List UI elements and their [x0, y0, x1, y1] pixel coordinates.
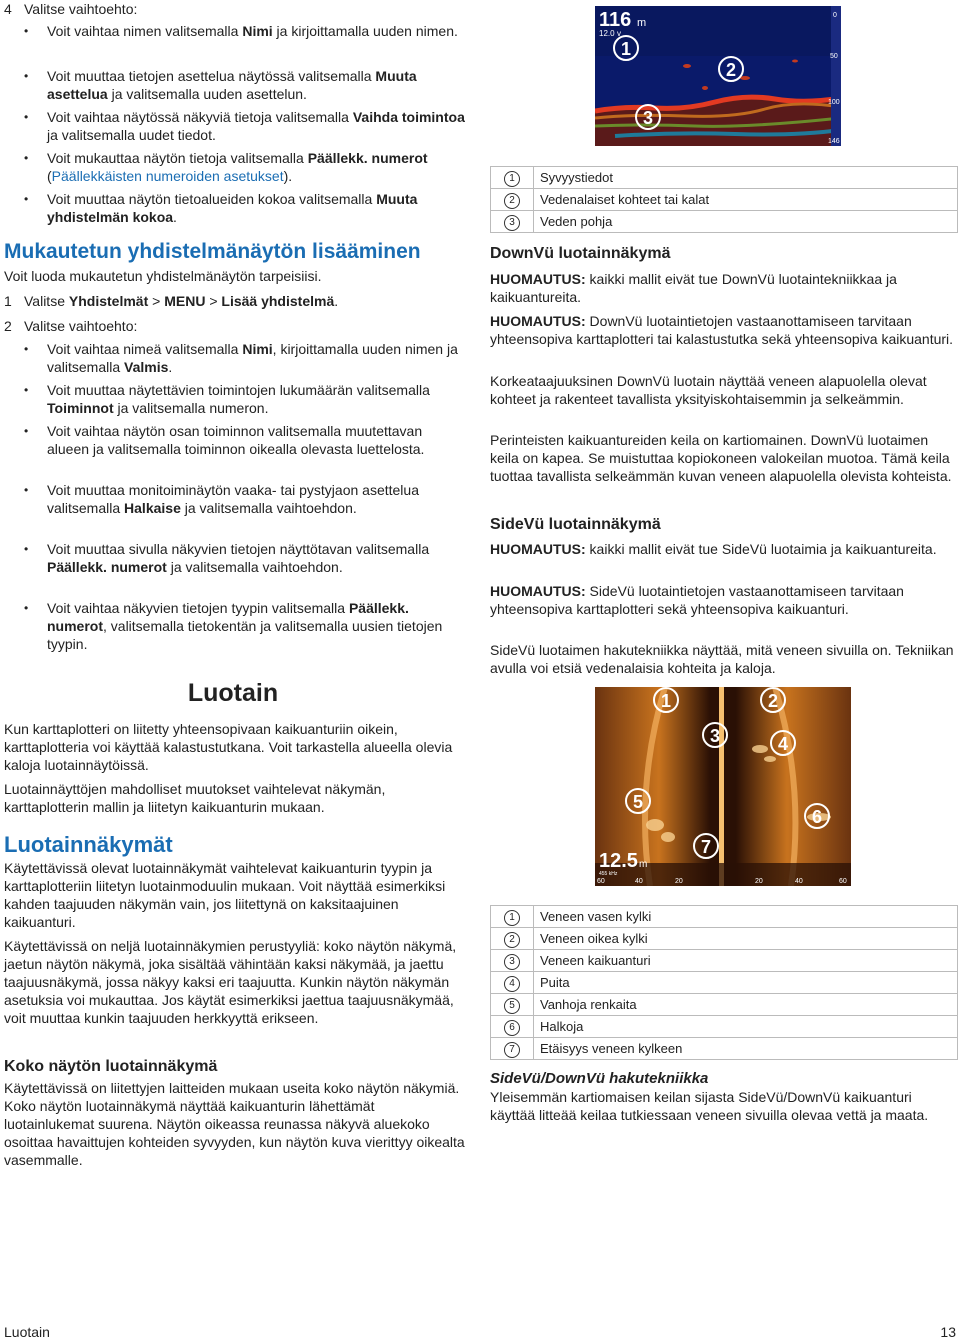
- list-item: • Voit muuttaa näytön tietoalueiden kokoa valitsemalla Muuta yhdistelmän kokoa.: [0, 190, 466, 227]
- step-text: Valitse vaihtoehto:: [24, 1, 138, 17]
- svg-text:1: 1: [620, 39, 632, 59]
- svg-text:2: 2: [767, 691, 779, 711]
- sidevu-scale-label: 20: [675, 878, 683, 885]
- full-paragraph: Käytettävissä on liitettyjen laitteiden mukaan useita koko näytön näkymiä. Koko näytön luotainnäkymä näyttää kaikuanturin lähettämät luotainlukemat suurena. Näytön oikeassa reunassa näkyvä aluekoko osoittaa havaittujen kohteiden syvyyden, kun näytön kuva vierittyy oikealta vasemmalle.: [4, 1080, 465, 1168]
- table-row: 1 Veneen vasen kylki: [491, 906, 958, 928]
- sidevu-paragraph: SideVü luotaimen hakutekniikka näyttää, mitä veneen sivuilla on. Tekniikan avulla voi etsiä vedenalaisia kohteita ja kaloja.: [490, 642, 954, 676]
- section-heading-views: Luotainnäkymät: [4, 832, 173, 857]
- downvu-paragraph-1: Korkeataajuuksinen DownVü luotain näyttää veneen alapuolella olevat kohteet ja rakenteet tavallista yksityiskohtaisemmin ja selkeämmin.: [490, 373, 927, 407]
- svg-text:6: 6: [811, 807, 823, 827]
- step-1: 1 Valitse Yhdistelmät > MENU > Lisää yhdistelmä.: [4, 293, 339, 309]
- sonar-fullscreen-image: [595, 6, 841, 146]
- svg-text:4: 4: [777, 734, 789, 754]
- table-row: 3 Veden pohja: [491, 211, 958, 233]
- sidevu-scale-label: 40: [635, 878, 643, 885]
- footer-page-number: 13: [940, 1324, 956, 1340]
- section-heading-downvu: DownVü luotainnäkymä: [490, 245, 671, 262]
- sonar-scale-label: 50: [830, 53, 838, 60]
- sonar-scale-label: 0: [833, 12, 837, 19]
- sonar-sub-value: 12.0: [599, 29, 615, 38]
- sidevu-note-1: HUOMAUTUS: kaikki mallit eivät tue SideVü luotaimia ja kaikuantureita.: [490, 541, 937, 557]
- section-heading-custom: Mukautetun yhdistelmänäytön lisääminen: [4, 240, 421, 263]
- sonar-sub-unit: v: [617, 29, 621, 38]
- tech-paragraph: Yleisemmän kartiomaisen keilan sijasta SideVü/DownVü kaikuanturi käyttää litteää keilaa tutkiessaan veneen sivuilla olevaa vettä ja maata.: [490, 1089, 929, 1123]
- downvu-paragraph-2: Perinteisten kaikuantureiden keila on kartiomainen. DownVü luotaimen keila on kapea. Se muistuttaa kopiokoneen valokeilan muotoa. Tämä keila tuottaa tavallista selkeämmän kuvan veneen alapuolella olevista kohteista.: [490, 432, 952, 484]
- custom-intro: Voit luoda mukautetun yhdistelmänäytön tarpeisiisi.: [4, 268, 322, 284]
- sidevu-depth-unit: m: [639, 859, 648, 870]
- legend-table-sidevu: [490, 905, 958, 1060]
- svg-text:5: 5: [632, 792, 644, 812]
- sidevu-scale-label: 60: [597, 878, 605, 885]
- list-item: • Voit vaihtaa näytön osan toiminnon valitsemalla muutettavan alueen ja valitsemalla toiminnon oikealla olevasta luettelosta.: [0, 422, 466, 477]
- sidevu-scale-label: 60: [839, 878, 847, 885]
- sidevu-scale-label: 40: [795, 878, 803, 885]
- options-list-1: [0, 22, 466, 227]
- sonar-depth-value: 116: [599, 9, 632, 31]
- svg-text:3: 3: [709, 726, 721, 746]
- table-row: 3 Veneen kaikuanturi: [491, 950, 958, 972]
- list-item: • Voit vaihtaa näytössä näkyviä tietoja valitsemalla Vaihda toimintoa ja valitsemalla uudet tiedot.: [0, 108, 466, 145]
- chapter-paragraph-1: Kun karttaplotteri on liitetty yhteensopivaan kaikuanturiin oikein, karttaplotteria voi käyttää kalastustutkana. Voit tarkastella alueella olevia kaloja luotainnäytöissä.: [4, 721, 453, 773]
- table-row: 6 Halkoja: [491, 1016, 958, 1038]
- sonar-depth-unit: m: [637, 17, 647, 29]
- chapter-paragraph-2: Luotainnäyttöjen mahdolliset muutokset vaihtelevat näkymän, karttaplotterin mallin ja liitetyn kaikuanturin mukaan.: [4, 781, 386, 815]
- list-item: • Voit muuttaa näytettävien toimintojen lukumäärän valitsemalla Toiminnot ja valitsemalla numeron.: [0, 381, 466, 418]
- step-2: 2 Valitse vaihtoehto:: [4, 318, 138, 334]
- table-row: 5 Vanhoja renkaita: [491, 994, 958, 1016]
- legend-table-fullscreen: [490, 166, 958, 233]
- svg-text:2: 2: [725, 60, 737, 80]
- downvu-note-1: HUOMAUTUS: kaikki mallit eivät tue DownVü luotaintekniikkaa ja kaikuantureita.: [490, 271, 897, 305]
- list-item: • Voit muuttaa tietojen asettelua näytössä valitsemalla Muuta asettelua ja valitsemalla uuden asettelun.: [0, 67, 466, 104]
- list-item: • Voit vaihtaa näkyvien tietojen tyypin valitsemalla Päällekk. numerot, valitsemalla tietokentän ja valitsemalla uusien tietojen tyypin.: [0, 599, 466, 654]
- section-heading-sidevu: SideVü luotainnäkymä: [490, 516, 661, 533]
- list-item: • Voit vaihtaa nimen valitsemalla Nimi ja kirjoittamalla uuden nimen.: [0, 22, 466, 63]
- sidevu-depth-value: 12.5: [599, 850, 638, 872]
- section-heading-full: Koko näytön luotainnäkymä: [4, 1058, 218, 1075]
- link-overlay-settings[interactable]: Päällekkäisten numeroiden asetukset: [51, 168, 284, 184]
- table-row: 7 Etäisyys veneen kylkeen: [491, 1038, 958, 1060]
- step-4: [4, 0, 137, 18]
- table-row: 1 Syvyystiedot: [491, 167, 958, 189]
- step-number: 4: [4, 1, 12, 17]
- svg-text:3: 3: [642, 108, 654, 128]
- list-item: • Voit mukauttaa näytön tietoja valitsemalla Päällekk. numerot (Päällekkäisten numeroiden asetukset).: [0, 149, 466, 186]
- chapter-title: Luotain: [187, 679, 279, 707]
- sidevu-frequency: 455 kHz: [599, 871, 618, 877]
- views-paragraph-1: Käytettävissä olevat luotainnäkymät vaihtelevat kaikuanturin tyypin ja karttaplotteriin liitetyn luotainmoduulin mukaan. Voit näyttää esimerkiksi kahden taajuuden näkymän vain, jos liitettynä on kaksitaajuinen kaikuanturi.: [4, 860, 446, 930]
- list-item: • Voit muuttaa monitoiminäytön vaaka- tai pystyjaon asettelua valitsemalla Halkaise ja valitsemalla vaihtoehdon.: [0, 481, 466, 536]
- options-list-2: [0, 340, 466, 654]
- section-heading-tech: SideVü/DownVü hakutekniikka: [490, 1070, 709, 1087]
- footer-section: Luotain: [4, 1324, 50, 1340]
- table-row: 4 Puita: [491, 972, 958, 994]
- table-row: 2 Veneen oikea kylki: [491, 928, 958, 950]
- sidevu-scale-label: 20: [755, 878, 763, 885]
- views-paragraph-2: Käytettävissä on neljä luotainnäkymien perustyyliä: koko näytön näkymä, jaetun näytön näkymä, joka sisältää vähintään kaksi näkymää, ja jaettu taajuusnäkymä, jossa näkyy kaksi eri taajuutta. Kunkin näytön näkymän asetuksia voi mukauttaa. Jos käytät esimerkiksi jaettua taajuusnäkymää, voit muuttaa kunkin taajuuden herkkyyttä erikseen.: [4, 938, 457, 1026]
- list-item: • Voit vaihtaa nimeä valitsemalla Nimi, kirjoittamalla uuden nimen ja valitsemalla Valmis.: [0, 340, 466, 377]
- downvu-note-2: HUOMAUTUS: DownVü luotaintietojen vastaanottamiseen tarvitaan yhteensopiva karttaplotteri tai kalastustutka sekä yhteensopiva kaikuanturi.: [490, 313, 954, 347]
- svg-text:1: 1: [660, 691, 672, 711]
- sonar-sidevu-image: [595, 687, 851, 886]
- table-row: 2 Vedenalaiset kohteet tai kalat: [491, 189, 958, 211]
- sidevu-note-2: HUOMAUTUS: SideVü luotaintietojen vastaanottamiseen tarvitaan yhteensopiva karttaplotteri sekä yhteensopiva kaikuanturi.: [490, 583, 904, 617]
- sonar-scale-label: 100: [828, 99, 840, 106]
- list-item: • Voit muuttaa sivulla näkyvien tietojen näyttötavan valitsemalla Päällekk. numerot ja valitsemalla vaihtoehdon.: [0, 540, 466, 595]
- svg-text:7: 7: [700, 837, 712, 857]
- sonar-scale-label: 146: [828, 138, 840, 145]
